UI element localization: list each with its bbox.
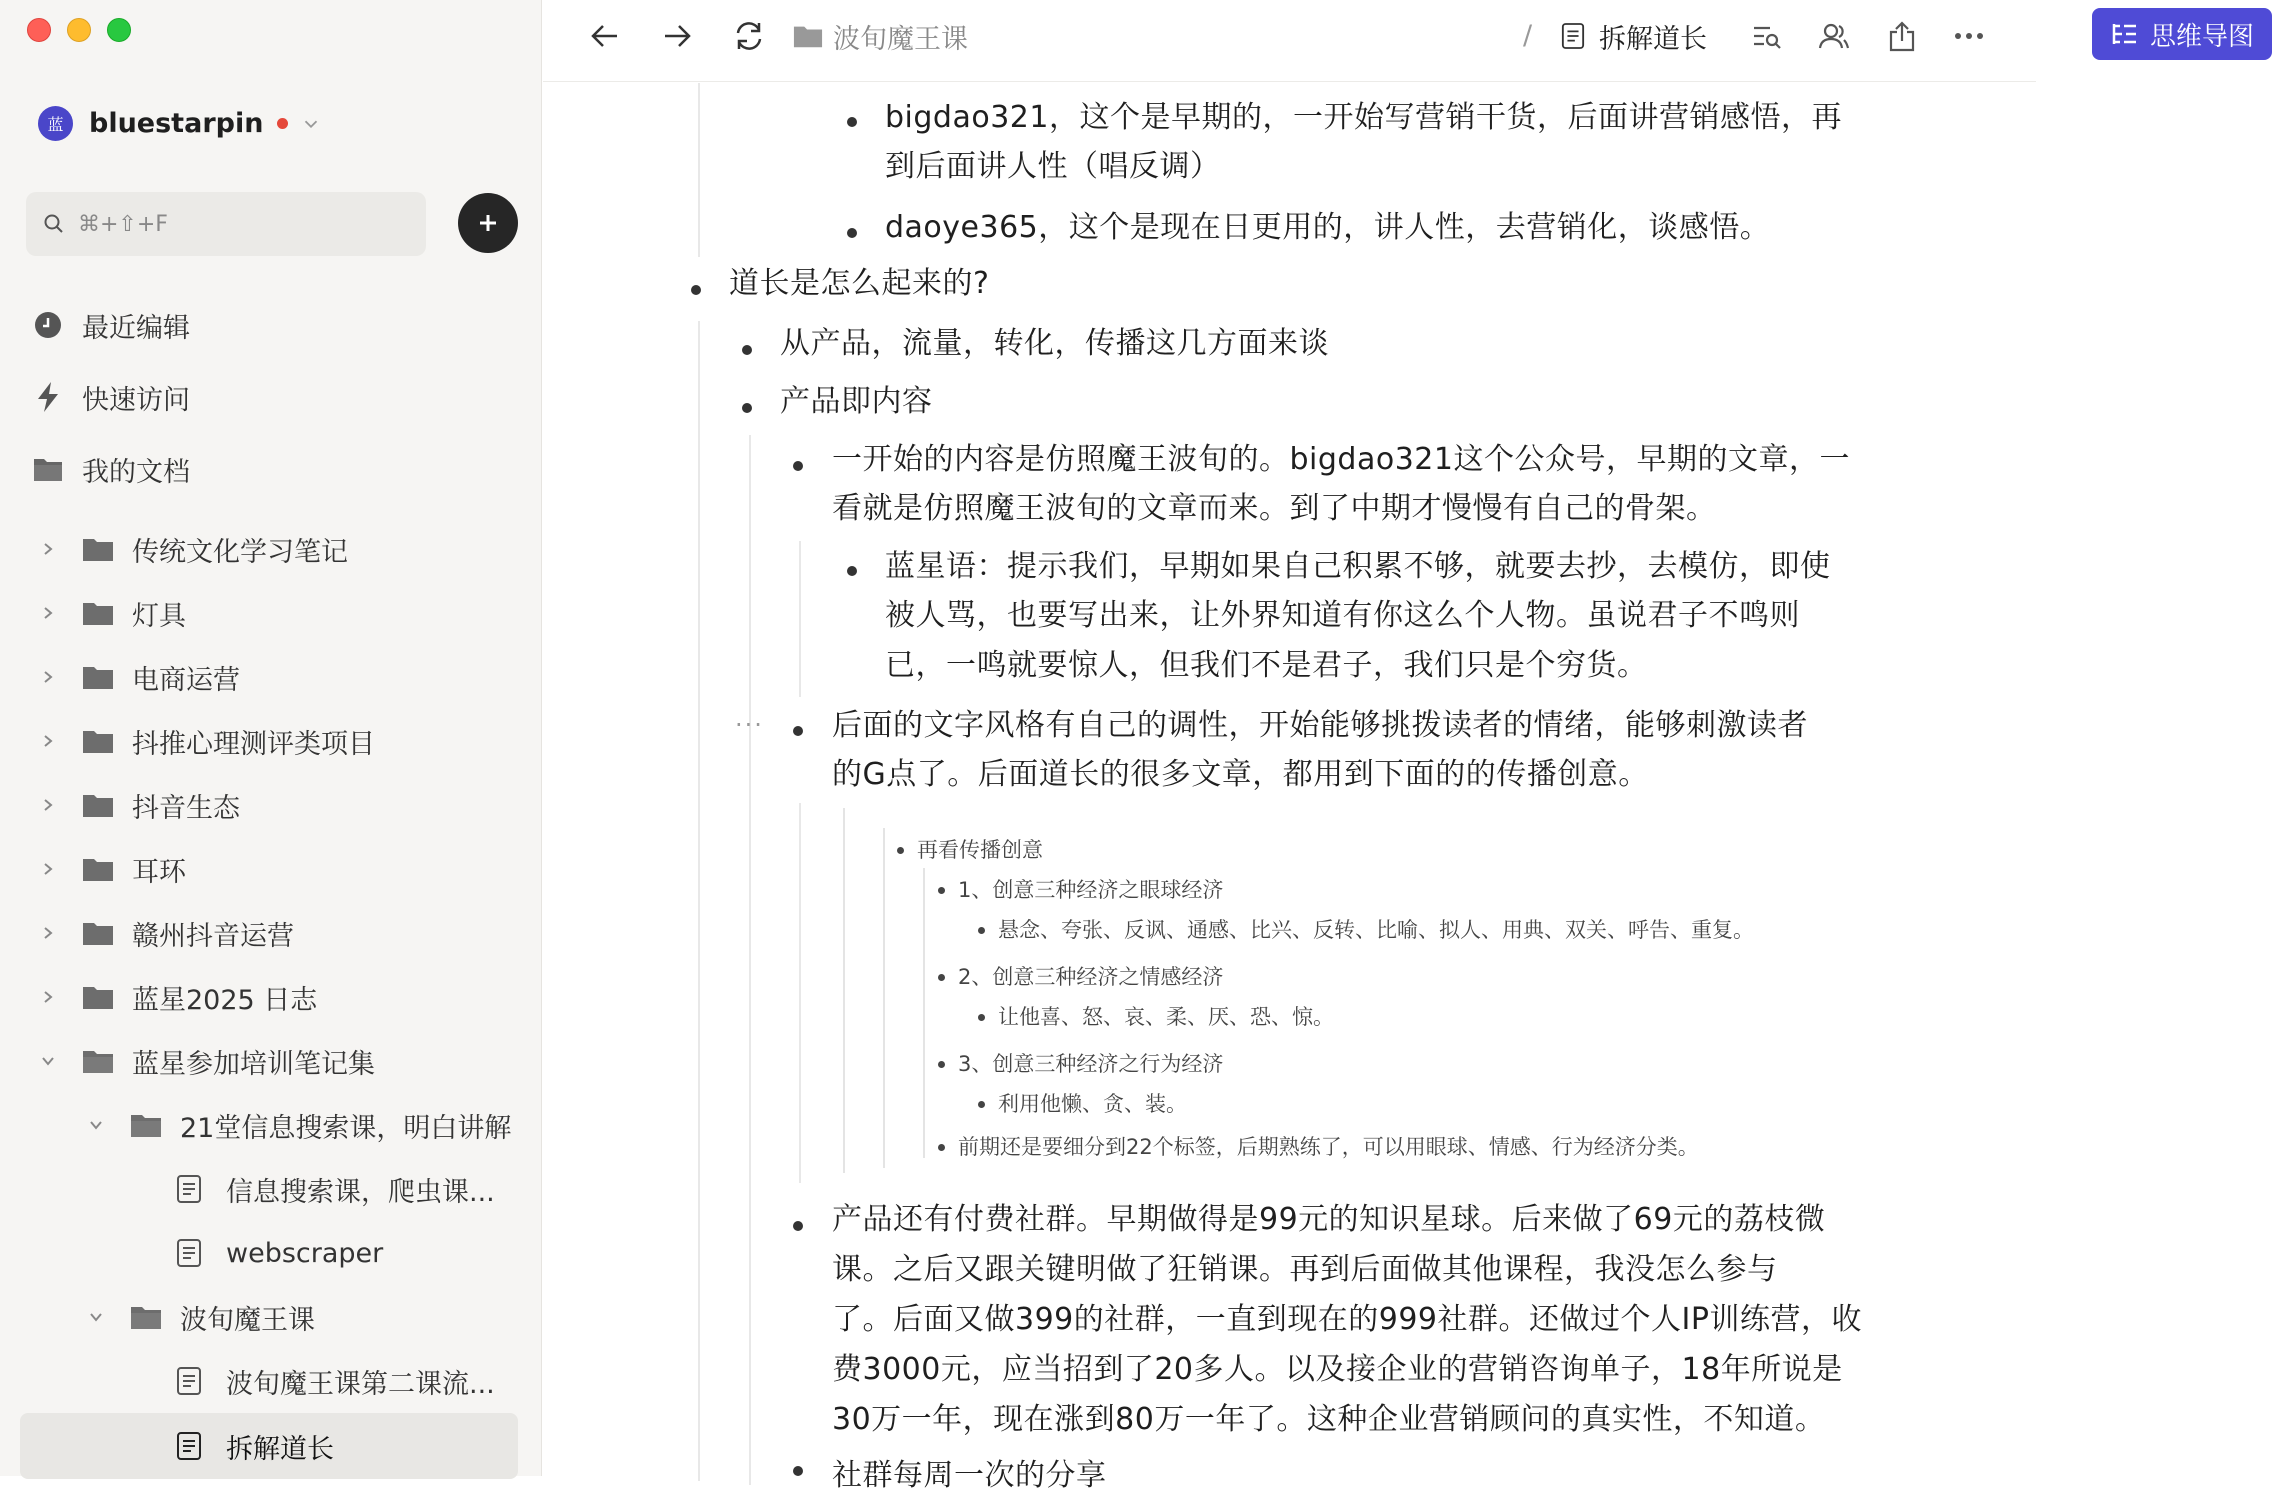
- indent-guide: [799, 541, 801, 697]
- document-icon: [176, 1366, 210, 1396]
- arrow-right-icon: [661, 20, 693, 52]
- sidebar: [0, 0, 542, 1476]
- document-icon: [176, 1238, 210, 1268]
- tree-folder[interactable]: [36, 777, 240, 833]
- tree-folder[interactable]: [36, 649, 240, 705]
- chevron-down-icon[interactable]: [36, 1049, 60, 1073]
- tree-folder[interactable]: [36, 585, 186, 641]
- block-handle-icon[interactable]: ···: [735, 711, 764, 739]
- nav-quick-access[interactable]: [32, 372, 190, 422]
- document-icon: [176, 1174, 210, 1204]
- folder-icon: [82, 854, 116, 884]
- embedded-image[interactable]: [843, 808, 1893, 1178]
- image-bullet: [938, 887, 945, 894]
- doc-line: 的G点了。后面道长的很多文章，都用到下面的的传播创意。: [832, 757, 1649, 792]
- image-text: 悬念、夸张、反讽、通感、比兴、反转、比喻、拟人、用典、双关、呼告、重复。: [998, 918, 1754, 942]
- image-bullet: [938, 1061, 945, 1068]
- chevron-down-icon[interactable]: [84, 1113, 108, 1137]
- tree-label: 蓝星参加培训笔记集: [132, 1048, 375, 1080]
- tree-label: 传统文化学习笔记: [132, 536, 348, 568]
- tree-folder[interactable]: [36, 969, 317, 1025]
- folder-open-icon: [82, 1046, 116, 1076]
- breadcrumb-doc[interactable]: [1561, 14, 1707, 58]
- users-icon: [1818, 21, 1850, 51]
- image-bullet: [897, 847, 904, 854]
- image-guide: [843, 808, 845, 1173]
- image-text: 1、创意三种经济之眼球经济: [958, 878, 1224, 902]
- image-bullet: [938, 1144, 945, 1151]
- close-window-button[interactable]: [27, 18, 51, 42]
- account-name: bluestarpin: [89, 108, 264, 139]
- chevron-down-icon[interactable]: [84, 1305, 108, 1329]
- folder-icon: [82, 790, 116, 820]
- list-bullet: [793, 1466, 803, 1476]
- indent-guide: [698, 83, 700, 257]
- chevron-right-icon[interactable]: [36, 793, 60, 817]
- tree-label: 电商运营: [132, 664, 240, 696]
- search-icon: [42, 212, 66, 236]
- image-bullet: [978, 1101, 985, 1108]
- share-icon: [1887, 20, 1917, 52]
- doc-line: 费3000元，应当招到了20多人。以及接企业的营销咨询单子，18年所说是: [832, 1352, 1843, 1387]
- folder-icon: [82, 726, 116, 756]
- tree-folder-expanded[interactable]: [84, 1097, 511, 1153]
- image-text: 2、创意三种经济之情感经济: [958, 965, 1224, 989]
- image-text: 再看传播创意: [917, 838, 1043, 862]
- nav-recent-label: 最近编辑: [82, 312, 190, 344]
- list-bullet: [691, 285, 701, 295]
- folder-icon: [82, 662, 116, 692]
- chevron-right-icon[interactable]: [36, 601, 60, 625]
- refresh-button[interactable]: [729, 16, 769, 56]
- tree-label: 赣州抖音运营: [132, 920, 294, 952]
- account-switcher[interactable]: [38, 106, 322, 141]
- tree-doc[interactable]: [176, 1161, 495, 1217]
- search-box[interactable]: [26, 192, 426, 256]
- tree-label: 21堂信息搜索课，明白讲解: [180, 1112, 512, 1144]
- arrow-left-icon: [589, 20, 621, 52]
- document-body[interactable]: [543, 83, 2036, 1493]
- tree-label: 抖音生态: [132, 792, 240, 824]
- folder-icon: [82, 982, 116, 1012]
- list-bullet: [742, 345, 752, 355]
- topbar: [543, 0, 2254, 82]
- image-text: 利用他懒、贪、装。: [998, 1092, 1187, 1116]
- image-bullet: [938, 974, 945, 981]
- tree-label: 波旬魔王课第二课流...: [226, 1368, 495, 1400]
- doc-line: 被人骂，也要写出来，让外界知道有你这么个人物。虽说君子不鸣则: [885, 598, 1800, 633]
- indent-guide: [698, 321, 700, 1481]
- tree-folder[interactable]: [36, 521, 348, 577]
- tree-label: 灯具: [132, 600, 186, 632]
- tree-label: 拆解道长: [226, 1433, 334, 1465]
- tree-label: 信息搜索课，爬虫课...: [226, 1176, 495, 1208]
- indent-guide: [799, 803, 801, 1183]
- chevron-right-icon[interactable]: [36, 729, 60, 753]
- list-bullet: [793, 461, 803, 471]
- image-text: 让他喜、怒、哀、柔、厌、恐、惊。: [998, 1005, 1334, 1029]
- tree-label: 抖推心理测评类项目: [132, 728, 375, 760]
- lightning-icon: [32, 381, 64, 413]
- image-guide: [883, 828, 885, 1168]
- breadcrumb-separator: /: [1523, 20, 1533, 51]
- document-icon: [176, 1431, 210, 1461]
- minimize-window-button[interactable]: [67, 18, 91, 42]
- list-bullet: [847, 228, 857, 238]
- forward-button[interactable]: [657, 16, 697, 56]
- document-icon: [1561, 22, 1585, 50]
- clock-icon: [32, 309, 64, 341]
- image-text: 3、创意三种经济之行为经济: [958, 1052, 1224, 1076]
- nav-my-docs-label: 我的文档: [82, 456, 190, 488]
- share-button[interactable]: [1882, 16, 1922, 56]
- doc-line: 道长是怎么起来的?: [729, 266, 990, 301]
- doc-line: 了。后面又做399的社群，一直到现在的999社群。还做过个人IP训练营，收: [832, 1302, 1862, 1337]
- image-text: 前期还是要细分到22个标签，后期熟练了，可以用眼球、情感、行为经济分类。: [958, 1135, 1699, 1159]
- chevron-right-icon[interactable]: [36, 921, 60, 945]
- chevron-right-icon[interactable]: [36, 665, 60, 689]
- doc-line: 已，一鸣就要惊人，但我们不是君子，我们只是个穷货。: [885, 648, 1648, 683]
- more-icon: [1954, 31, 1984, 41]
- doc-line: 从产品，流量，转化，传播这几方面来谈: [780, 326, 1329, 361]
- breadcrumb-doc-label: 拆解道长: [1599, 23, 1707, 55]
- folder-icon: [82, 918, 116, 948]
- indent-guide: [749, 435, 751, 1485]
- search-input[interactable]: [78, 212, 378, 237]
- doc-line: 产品还有付费社群。早期做得是99元的知识星球。后来做了69元的荔枝微: [832, 1202, 1826, 1237]
- list-bullet: [847, 117, 857, 127]
- doc-line: daoye365，这个是现在日更用的，讲人性，去营销化，谈感悟。: [885, 210, 1771, 245]
- doc-line: 课。之后又跟关键明做了狂销课。再到后面做其他课程，我没怎么参与: [832, 1252, 1778, 1287]
- nav-recent[interactable]: [32, 300, 190, 350]
- nav-my-docs[interactable]: [32, 444, 190, 494]
- avatar: 蓝: [38, 106, 73, 141]
- doc-line: 产品即内容: [780, 384, 933, 419]
- list-search-icon: [1751, 21, 1783, 51]
- list-bullet: [742, 403, 752, 413]
- collaborators-button[interactable]: [1814, 16, 1854, 56]
- tree-label: 蓝星2025 日志: [132, 984, 318, 1016]
- doc-line: 社群每周一次的分享: [832, 1458, 1107, 1493]
- doc-line: bigdao321，这个是早期的，一开始写营销干货，后面讲营销感悟，再: [885, 100, 1842, 135]
- plus-icon: [476, 211, 500, 235]
- doc-line: 一开始的内容是仿照魔王波旬的。bigdao321这个公众号，早期的文章，一: [832, 442, 1850, 477]
- mindmap-icon: [2110, 20, 2140, 48]
- tree-doc[interactable]: [176, 1225, 383, 1281]
- folder-open-icon: [130, 1110, 164, 1140]
- nav-quick-access-label: 快速访问: [82, 384, 190, 416]
- list-bullet: [793, 1221, 803, 1231]
- tree-label: webscraper: [226, 1237, 384, 1269]
- add-button[interactable]: [458, 193, 518, 253]
- back-button[interactable]: [585, 16, 625, 56]
- tree-folder[interactable]: [36, 841, 186, 897]
- window-controls: [27, 18, 131, 42]
- mindmap-button[interactable]: [2092, 8, 2272, 60]
- refresh-icon: [732, 19, 766, 53]
- folder-icon: [82, 534, 116, 564]
- chevron-right-icon[interactable]: [36, 985, 60, 1009]
- doc-line: 蓝星语：提示我们，早期如果自己积累不够，就要去抄，去模仿，即使: [885, 549, 1831, 584]
- tree-label: 耳环: [132, 856, 186, 888]
- tree-folder[interactable]: [36, 713, 375, 769]
- tree-doc-active[interactable]: [20, 1413, 518, 1479]
- tree-label: 波旬魔王课: [180, 1304, 315, 1336]
- folder-open-icon: [32, 453, 64, 485]
- doc-line: 后面的文字风格有自己的调性，开始能够挑拨读者的情绪，能够刺激读者: [832, 708, 1808, 743]
- folder-icon: [793, 23, 823, 49]
- image-bullet: [978, 927, 985, 934]
- list-bullet: [847, 566, 857, 576]
- maximize-window-button[interactable]: [107, 18, 131, 42]
- image-guide: [923, 868, 925, 1158]
- toc-search-button[interactable]: [1747, 16, 1787, 56]
- breadcrumb-folder[interactable]: [793, 14, 968, 58]
- tree-folder-expanded[interactable]: [36, 1033, 375, 1089]
- breadcrumb-folder-label: 波旬魔王课: [833, 23, 968, 55]
- doc-line: 30万一年，现在涨到80万一年了。这种企业营销顾问的真实性，不知道。: [832, 1402, 1826, 1437]
- more-button[interactable]: [1949, 16, 1989, 56]
- chevron-right-icon[interactable]: [36, 857, 60, 881]
- list-bullet: [793, 726, 803, 736]
- tree-folder[interactable]: [36, 905, 294, 961]
- doc-line: 到后面讲人性（唱反调）: [885, 149, 1221, 184]
- folder-icon: [82, 598, 116, 628]
- mindmap-button-label: 思维导图: [2149, 21, 2254, 52]
- doc-line: 看就是仿照魔王波旬的文章而来。到了中期才慢慢有自己的骨架。: [832, 491, 1717, 526]
- tree-doc[interactable]: [176, 1353, 495, 1409]
- status-badge: [277, 118, 288, 129]
- chevron-down-icon: [300, 113, 322, 135]
- tree-folder-expanded[interactable]: [84, 1289, 315, 1345]
- chevron-right-icon[interactable]: [36, 537, 60, 561]
- folder-open-icon: [130, 1302, 164, 1332]
- image-bullet: [978, 1014, 985, 1021]
